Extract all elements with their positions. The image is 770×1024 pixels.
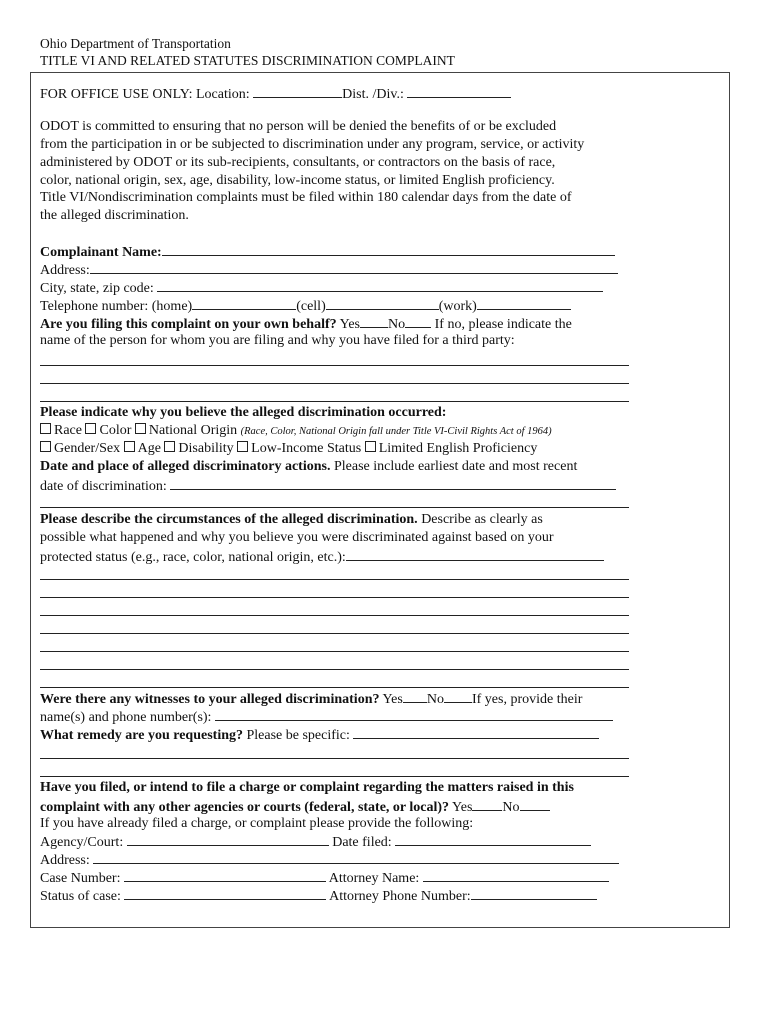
circumstances-line-3: protected status (e.g., race, color, national origin, etc.): [40,547,604,567]
disability-checkbox[interactable] [164,441,175,452]
agency-court-field[interactable] [127,832,329,846]
remedy-field-1[interactable] [353,725,599,739]
attorney-name-field[interactable] [423,868,609,882]
home-phone-field[interactable] [192,296,296,310]
intro-line: from the participation in or be subjected to discrimination under any program, service, or activity [40,137,585,152]
third-party-line: name of the person for whom you are filing and why you have filed for a third party: [40,333,515,348]
other-agencies-instructions: If you have already filed a charge, or complaint please provide the following: [40,816,474,831]
low-income-checkbox[interactable] [237,441,248,452]
witnesses-yes-field[interactable] [403,689,427,703]
date-filed-field[interactable] [395,832,591,846]
race-checkbox[interactable] [40,423,51,434]
complainant-name-label: Complainant Name: [40,245,162,260]
dist-div-field[interactable] [407,84,511,98]
circumstances-line-2: possible what happened and why you believe you were discriminated against based on your [40,530,554,545]
intro-line: administered by ODOT or its sub-recipients, consultants, or contractors on the basis of race, [40,155,556,170]
location-field[interactable] [253,84,342,98]
case-status-field[interactable] [124,886,326,900]
attorney-phone-field[interactable] [471,886,597,900]
case-address-line: Address: [40,850,619,870]
address-field[interactable] [90,260,618,274]
remedy-line: What remedy are you requesting? Please be specific: [40,725,599,745]
intro-line: ODOT is committed to ensuring that no person will be denied the benefits of or be excluded [40,119,557,134]
complainant-name-field[interactable] [162,242,615,256]
circumstances-field-4[interactable] [40,615,629,616]
date-place-line: Date and place of alleged discriminatory actions. Please include earliest date and most recent [40,459,578,474]
own-behalf-no-field[interactable] [405,314,431,328]
form-title: TITLE VI AND RELATED STATUTES DISCRIMINATION COMPLAINT [40,52,455,68]
color-checkbox[interactable] [85,423,96,434]
circumstances-line-1: Please describe the circumstances of the alleged discrimination. Describe as clearly as [40,512,543,527]
basis-question: Please indicate why you believe the alleged discrimination occurred: [40,405,447,420]
date-of-discrimination-line: date of discrimination: [40,476,616,496]
own-behalf-yes-field[interactable] [360,314,388,328]
complainant-name-line [40,242,615,262]
witnesses-line: Were there any witnesses to your alleged discrimination? Yes No If yes, provide their [40,689,582,709]
case-address-field[interactable] [93,850,619,864]
circumstances-field-3[interactable] [40,597,629,598]
other-agencies-line-2: complaint with any other agencies or courts (federal, state, or local)? Yes No [40,797,550,817]
gender-checkbox[interactable] [40,441,51,452]
address-line: Address: [40,260,618,280]
circumstances-field-8[interactable] [40,687,629,688]
phone-line: Telephone number: (home) (cell) (work) [40,296,571,316]
circumstances-field-2[interactable] [40,579,629,580]
other-agencies-no-field[interactable] [520,797,550,811]
intro-line: Title VI/Nondiscrimination complaints must be filed within 180 calendar days from the date of [40,190,572,205]
form-header [40,36,455,69]
intro-line: the alleged discrimination. [40,208,189,223]
witness-names-line: name(s) and phone number(s): [40,707,613,727]
basis-options-row-2: Gender/Sex Age Disability Low-Income Status Limited English Proficiency [40,440,537,458]
lep-checkbox[interactable] [365,441,376,452]
date-of-discrimination-field[interactable] [170,476,616,490]
other-agencies-line-1: Have you filed, or intend to file a charge or complaint regarding the matters raised in this [40,780,574,795]
date-place-field-2[interactable] [40,507,629,508]
circumstances-field-5[interactable] [40,633,629,634]
third-party-field-1[interactable] [40,365,629,366]
circumstances-field-6[interactable] [40,651,629,652]
age-checkbox[interactable] [124,441,135,452]
witnesses-no-field[interactable] [444,689,472,703]
agency-name: Ohio Department of Transportation [40,36,231,51]
case-status-line: Status of case: Attorney Phone Number: [40,886,597,906]
third-party-field-3[interactable] [40,401,629,402]
intro-line: color, national origin, sex, age, disability, low-income status, or limited English proficiency. [40,173,555,188]
case-number-line: Case Number: Attorney Name: [40,868,609,888]
witness-names-field[interactable] [215,707,613,721]
title-vi-note: (Race, Color, National Origin fall under Title VI-Civil Rights Act of 1964) [240,426,552,437]
circumstances-field-1[interactable] [346,547,604,561]
city-line: City, state, zip code: [40,278,603,298]
city-state-zip-field[interactable] [157,278,603,292]
agency-court-line: Agency/Court: Date filed: [40,832,591,852]
circumstances-field-7[interactable] [40,669,629,670]
cell-phone-field[interactable] [326,296,439,310]
own-behalf-line: Are you filing this complaint on your own behalf? Yes No If no, please indicate the [40,314,572,334]
work-phone-field[interactable] [477,296,571,310]
remedy-field-3[interactable] [40,776,629,777]
basis-options-row-1: Race Color National Origin (Race, Color, National Origin fall under Title VI-Civil Rights Act of 1964) [40,422,552,441]
national-origin-checkbox[interactable] [135,423,146,434]
case-number-field[interactable] [124,868,326,882]
remedy-field-2[interactable] [40,758,629,759]
third-party-field-2[interactable] [40,383,629,384]
other-agencies-yes-field[interactable] [472,797,502,811]
office-use-line: FOR OFFICE USE ONLY: Location: Dist. /Div.: [40,84,511,104]
